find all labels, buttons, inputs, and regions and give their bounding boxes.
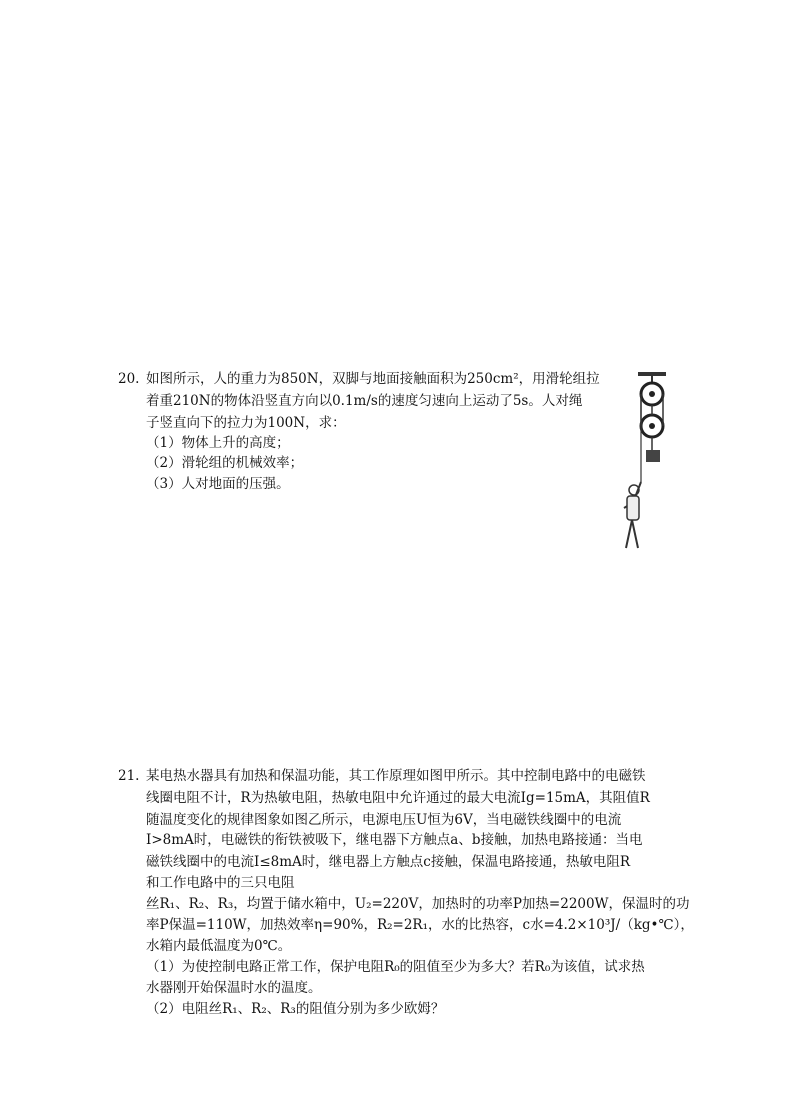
question-text-line: 水箱内最低温度为0℃。 [146,938,292,954]
question-text-line: 着重210N的物体沿竖直方向以0.1m/s的速度匀速向上运动了5s。人对绳 [146,393,583,409]
question-text-line: 线圈电阻不计，R为热敏电阻，热敏电阻中允许通过的最大电流Ig=15mA，其阻值R [146,790,650,806]
question-number: 21. [118,768,140,784]
sub-question: 水器刚开始保温时水的温度。 [146,980,322,996]
pulley-system-figure [610,370,670,555]
sub-question: （2）滑轮组的机械效率； [146,455,304,471]
question-text-line: 磁铁线圈中的电流I≤8mA时，继电器上方触点c接触，保温电路接通，热敏电阻R [146,854,631,870]
question-text-line: 随温度变化的规律图象如图乙所示，电源电压U恒为6V，当电磁铁线圈中的电流 [146,812,622,828]
sub-question: （2）电阻丝R₁、R₂、R₃的阻值分别为多少欧姆？ [146,1001,445,1017]
question-number: 20. [118,371,140,387]
question-text-line: 某电热水器具有加热和保温功能，其工作原理如图甲所示。其中控制电路中的电磁铁 [146,768,646,784]
question-text-line: 如图所示，人的重力为850N，双脚与地面接触面积为250cm²，用滑轮组拉 [146,371,600,387]
question-text-line: 和工作电路中的三只电阻 [146,875,295,891]
question-text-line: 子竖直向下的拉力为100N，求： [146,415,346,431]
sub-question: （3）人对地面的压强。 [146,476,290,492]
question-text-line: I>8mA时，电磁铁的衔铁被吸下，继电器下方触点a、b接触，加热电路接通：当电 [146,832,643,848]
question-text-line: 率P保温=110W，加热效率η=90%，R₂=2R₁，水的比热容，c水=4.2×10³J/（kg•℃）， [146,917,694,933]
sub-question: （1）物体上升的高度； [146,435,290,451]
sub-question: （1）为使控制电路正常工作，保护电阻R₀的阻值至少为多大？若R₀为该值，试求热 [146,959,645,975]
question-text-line: 丝R₁、R₂、R₃，均置于储水箱中，U₂=220V，加热时的功率P加热=2200W，保温时的功 [146,896,690,912]
